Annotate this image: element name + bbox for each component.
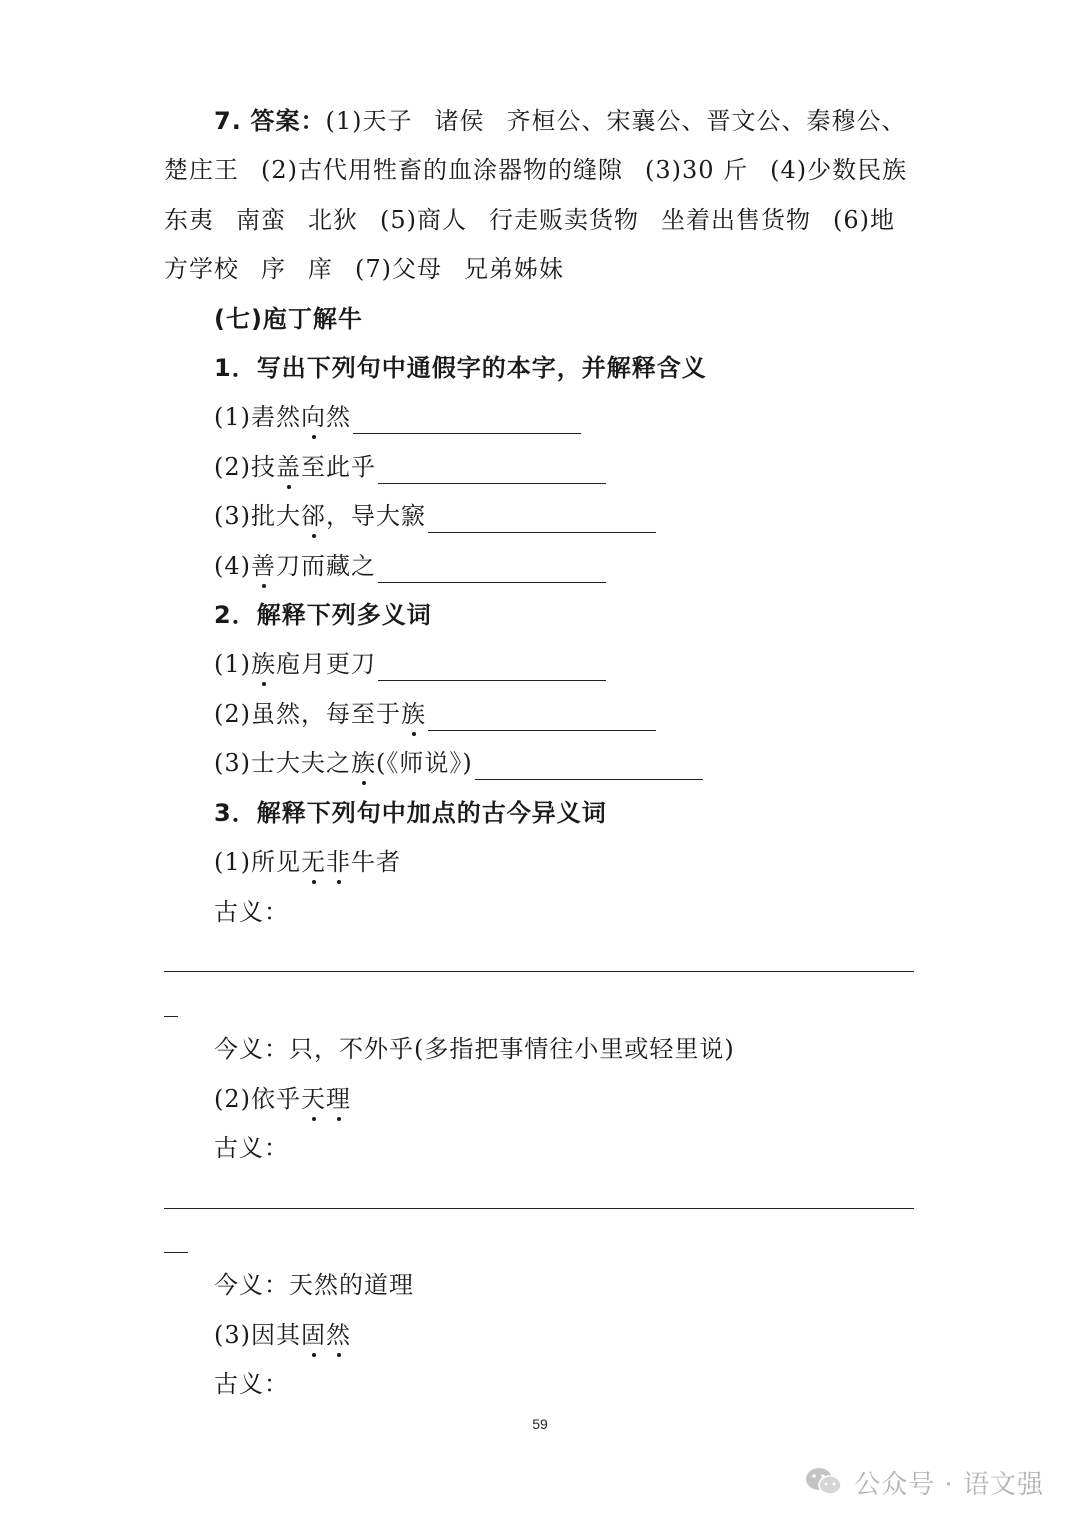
answer-7-line-1 [214, 104, 966, 138]
question-1-item-4 [214, 549, 966, 583]
question-3-title: 3．解释下列句中加点的古今异义词 [214, 799, 607, 827]
answer-blank[interactable] [475, 749, 703, 780]
question-3-item-3 [214, 1318, 966, 1352]
answer-line[interactable] [164, 1208, 914, 1209]
item-text: 至此乎 [301, 453, 376, 481]
item-text: 砉然 [251, 403, 301, 431]
answer-blank[interactable] [353, 403, 581, 434]
answer-line[interactable] [164, 971, 914, 972]
answer-text: 楚庄王 [164, 156, 239, 184]
item-text: 批大 [251, 502, 301, 530]
answer-line-stub [164, 1252, 188, 1253]
section-title: (七)庖丁解牛 [214, 305, 363, 333]
item-number: (1) [214, 403, 251, 431]
dotted-character: 向 [301, 400, 326, 434]
item-number: (1) [214, 650, 251, 678]
answer-text: 南蛮 [236, 206, 286, 234]
dotted-character: 郤 [301, 499, 326, 533]
question-3-item-2 [214, 1082, 966, 1116]
dotted-character: 然 [326, 1318, 351, 1352]
modern-meaning-2: 今义：天然的道理 [214, 1271, 414, 1299]
item-text: 所见 [251, 848, 301, 876]
answer-text: 齐桓公、宋襄公、晋文公、秦穆公、 [506, 107, 907, 135]
question-2-title: 2．解释下列多义词 [214, 601, 432, 629]
item-text: 牛者 [351, 848, 401, 876]
item-text: ，导大窾 [326, 502, 426, 530]
dotted-character: 固 [301, 1318, 326, 1352]
watermark-text: 公众号 · 语文强 [854, 1469, 1044, 1500]
item-number: (4) [214, 552, 251, 580]
question-1-title: 1．写出下列句中通假字的本字，并解释含义 [214, 354, 707, 382]
watermark [804, 1462, 1044, 1502]
ancient-meaning-label-3: 古义： [214, 1370, 289, 1398]
answer-text: 行走贩卖货物 [489, 206, 639, 234]
answer-text: (6)地 [833, 206, 895, 234]
answer-7-line-4 [164, 252, 916, 286]
item-number: (2) [214, 453, 251, 481]
answer-line-stub [164, 1016, 178, 1017]
answer-text: (1)天子 [325, 107, 413, 135]
page-number: 59 [532, 1416, 548, 1432]
question-1-item-1 [214, 400, 966, 434]
answer-text: (5)商人 [380, 206, 467, 234]
answer-text: 庠 [308, 255, 333, 283]
item-text: 虽然，每至于 [251, 700, 401, 728]
item-text: 技 [251, 453, 276, 481]
item-number: (3) [214, 502, 251, 530]
answer-text: 北狄 [308, 206, 358, 234]
answer-blank[interactable] [378, 552, 606, 583]
item-number: (2) [214, 1085, 251, 1113]
item-number: (1) [214, 848, 251, 876]
question-2-item-2 [214, 697, 966, 731]
item-number: (3) [214, 749, 251, 777]
question-1-item-2 [214, 450, 966, 484]
dotted-character: 善 [251, 549, 276, 583]
item-text: 依乎 [251, 1085, 301, 1113]
item-text: 庖月更刀 [276, 650, 376, 678]
answer-text: (4)少数民族 [770, 156, 908, 184]
dotted-character: 族 [251, 647, 276, 681]
answer-text: 兄弟姊妹 [464, 255, 564, 283]
answer-7-line-2 [164, 153, 916, 187]
answer-text: (3)30 斤 [645, 156, 749, 184]
answer-text: 坐着出售货物 [661, 206, 811, 234]
item-number: (2) [214, 700, 251, 728]
item-text: 然 [326, 403, 351, 431]
answer-text: 方学校 [164, 255, 239, 283]
question-2-item-3 [214, 746, 966, 780]
item-text: (《师说》) [376, 749, 473, 777]
answer-text: 诸侯 [434, 107, 485, 135]
answer-text: 东夷 [164, 206, 214, 234]
answer-text: (2)古代用牲畜的血涂器物的缝隙 [261, 156, 623, 184]
wechat-icon [804, 1465, 844, 1499]
item-text: 士大夫之 [251, 749, 351, 777]
ancient-meaning-label-2: 古义： [214, 1134, 289, 1162]
answer-blank[interactable] [378, 453, 606, 484]
modern-meaning-1: 今义：只，不外乎(多指把事情往小里或轻里说) [214, 1035, 735, 1063]
answer-number: 7. [214, 107, 242, 135]
item-text: 刀而藏之 [276, 552, 376, 580]
question-2-item-1 [214, 647, 966, 681]
answer-7-line-3 [164, 203, 916, 237]
answer-text: 序 [261, 255, 286, 283]
answer-blank[interactable] [428, 502, 656, 533]
dotted-character: 非 [326, 845, 351, 879]
dotted-character: 族 [401, 697, 426, 731]
answer-label: 答案： [250, 107, 326, 135]
answer-blank[interactable] [378, 650, 606, 681]
dotted-character: 盖 [276, 450, 301, 484]
dotted-character: 族 [351, 746, 376, 780]
answer-blank[interactable] [428, 700, 656, 731]
dotted-character: 天 [301, 1082, 326, 1116]
item-number: (3) [214, 1321, 251, 1349]
question-3-item-1 [214, 845, 966, 879]
dotted-character: 理 [326, 1082, 351, 1116]
dotted-character: 无 [301, 845, 326, 879]
question-1-item-3 [214, 499, 966, 533]
answer-text: (7)父母 [355, 255, 442, 283]
item-text: 因其 [251, 1321, 301, 1349]
ancient-meaning-label-1: 古义： [214, 898, 289, 926]
